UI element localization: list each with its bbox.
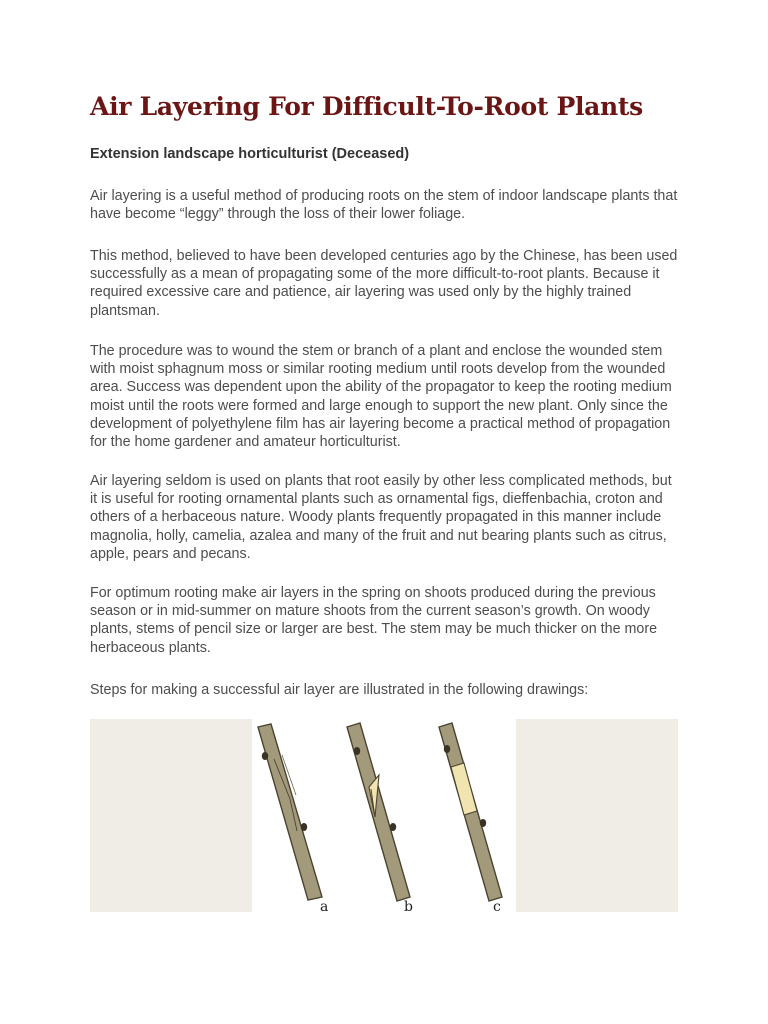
air-layering-illustration [90,719,678,912]
stem-drawings [252,719,516,912]
stem-b-drawing [347,723,410,901]
figure-background-left [90,719,252,912]
paragraph: Air layering is a useful method of producing roots on the stem of indoor landscape plants that have become “leggy” through the loss of their lower foliage. [90,188,678,223]
stem-c-drawing [439,723,502,901]
paragraph: Steps for making a successful air layer are illustrated in the following drawings: [90,682,589,698]
author-line: Extension landscape horticulturist (Deceased) [90,146,410,162]
label-a: a [320,899,329,912]
paragraph: Air layering seldom is used on plants that root easily by other less complicated methods, but it is useful for rooting ornamental plants such as ornamental figs, dieffenbachia, croton and others of a herbaceous nature. Woody plants frequently propagated in this manner include magnolia, holly, camelia, azalea and many of the fruit and nut bearing plants such as citrus, apple, pears and pecans. [90,473,672,562]
figure-background-right [516,719,678,912]
stem-a-drawing [258,724,322,900]
paragraph: For optimum rooting make air layers in the spring on shoots produced during the previous season or in mid-summer on mature shoots from the current season’s growth. On woody plants, stems of pencil size or larger are best. The stem may be much thicker on the more herbaceous plants. [90,585,658,656]
page-title: Air Layering For Difficult-To-Root Plants [90,92,643,121]
paragraph: This method, believed to have been developed centuries ago by the Chinese, has been used successfully as a mean of propagating some of the more difficult-to-root plants. Because it required excessive care and patience, air layering was used only by the highly trained plantsman. [90,248,678,319]
label-c: c [493,899,501,912]
label-b: b [404,899,413,912]
paragraph: The procedure was to wound the stem or branch of a plant and enclose the wounded stem with moist sphagnum moss or similar rooting medium until roots develop from the wounded area. Success was dependent upon the ability of the propagator to keep the rooting medium moist until the roots were formed and large enough to support the new plant. Only since the development of polyethylene film has air layering become a practical method of propagation for the home gardener and amateur horticulturist. [90,343,672,451]
